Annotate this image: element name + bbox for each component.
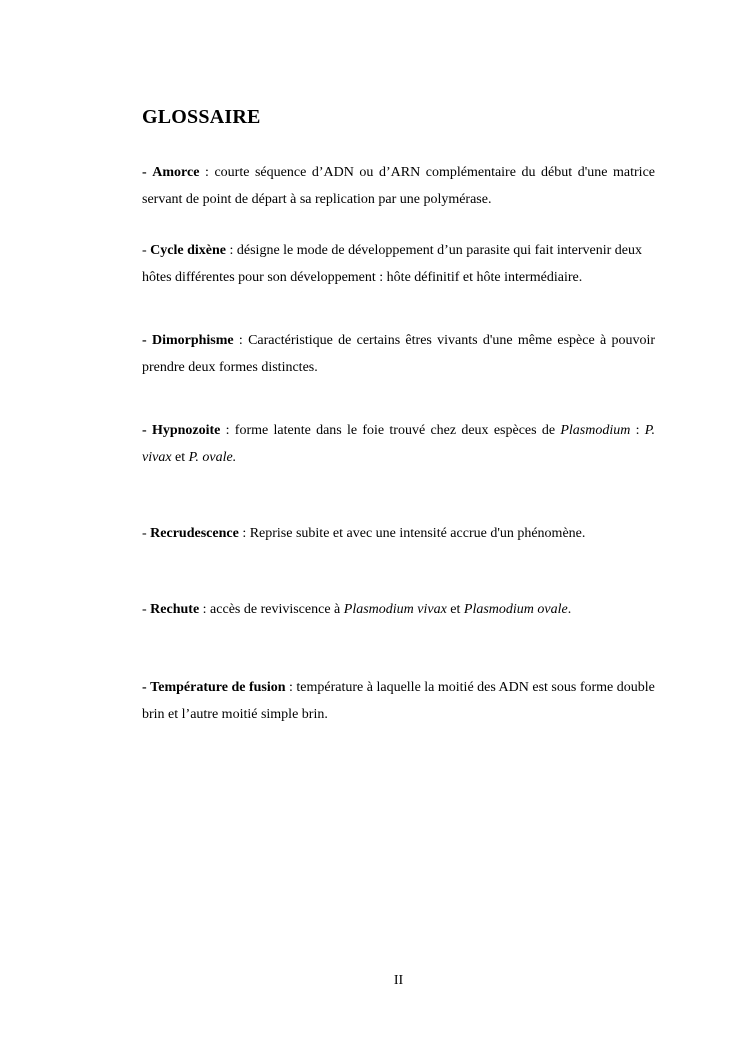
glossary-entry-hypnozoite	[142, 417, 655, 471]
entry-italic-p-ovale: P. ovale.	[188, 450, 237, 465]
entry-term-amorce: Amorce	[152, 165, 200, 180]
entry-definition-temperature-fusion: : température à laquelle la moitié des ADN est sous forme double brin et l’autre moitié simple brin.	[142, 680, 655, 722]
entry-definition-part: .	[567, 602, 572, 617]
entry-definition-recrudescence: : Reprise subite et avec une intensité accrue d'un phénomène.	[238, 526, 586, 541]
page-number: II	[393, 973, 404, 988]
entry-definition-part: et	[171, 450, 189, 465]
entry-dash: -	[142, 423, 147, 438]
entry-definition-amorce: : courte séquence d’ADN ou d’ARN complémentaire du début d'une matrice servant de point de départ à sa replication par une polymérase.	[142, 165, 656, 207]
entry-term-temperature-fusion: Température de fusion	[150, 680, 286, 695]
glossary-entry-cycle-dixene	[142, 237, 655, 291]
entry-term-rechute: Rechute	[150, 602, 200, 617]
entry-term-cycle-dixene: Cycle dixène	[150, 243, 226, 258]
entry-definition-part: :	[630, 423, 645, 438]
entry-definition-cycle-dixene: : désigne le mode de développement d’un parasite qui fait intervenir deux hôtes différentes pour son développement : hôte définitif et hôte intermédiaire.	[142, 243, 642, 285]
entry-definition-hypnozoite: : forme latente dans le foie trouvé chez deux espèces de	[220, 423, 561, 438]
entry-term-hypnozoite: Hypnozoite	[151, 423, 221, 438]
entry-dash: -	[142, 243, 151, 258]
glossary-entry-temperature-fusion	[142, 674, 655, 728]
glossary-entry-dimorphisme	[142, 327, 655, 381]
entry-definition-part: et	[446, 602, 464, 617]
entry-dash: -	[142, 333, 147, 348]
page-title: GLOSSAIRE	[142, 106, 261, 128]
entry-italic-p-vivax: P. vivax	[142, 423, 655, 465]
glossary-entry-recrudescence	[142, 520, 655, 547]
entry-dash: -	[142, 602, 151, 617]
entry-term-recrudescence: Recrudescence	[150, 526, 239, 541]
entry-italic-plasmodium-vivax: Plasmodium vivax	[343, 602, 447, 617]
entry-term-dimorphisme: Dimorphisme	[151, 333, 234, 348]
glossary-entry-amorce	[142, 159, 655, 213]
entry-definition-dimorphisme: : Caractéristique de certains êtres vivants d'une même espèce à pouvoir prendre deux formes distinctes.	[142, 333, 656, 375]
entry-dash: -	[142, 680, 147, 695]
entry-italic-plasmodium-ovale: Plasmodium ovale	[463, 602, 568, 617]
glossary-entry-rechute	[142, 596, 655, 623]
entry-definition-rechute: : accès de reviviscence à	[199, 602, 344, 617]
entry-dash: -	[142, 526, 151, 541]
entry-dash: -	[142, 165, 147, 180]
entry-italic-plasmodium: Plasmodium	[560, 423, 631, 438]
